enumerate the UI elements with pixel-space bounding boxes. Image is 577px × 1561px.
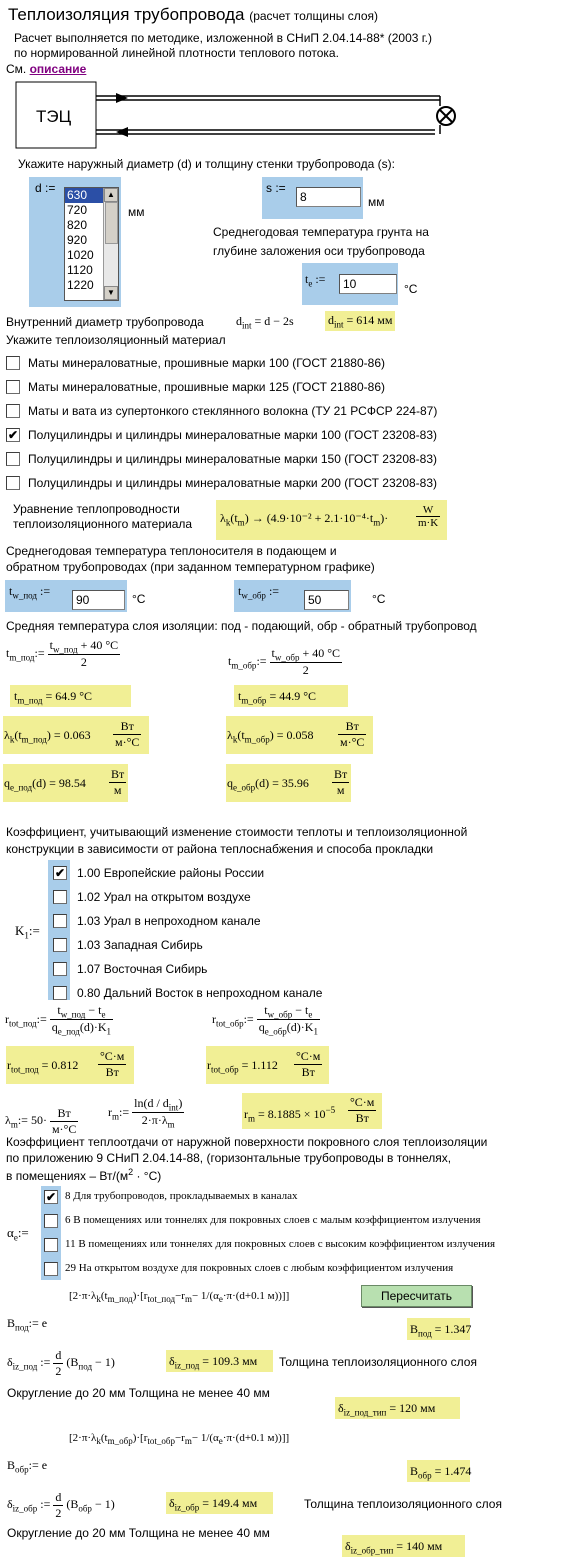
tm-pod-den: 2 — [48, 654, 121, 670]
diameter-option[interactable]: 630 — [65, 188, 118, 203]
diameter-option[interactable]: 720 — [67, 203, 88, 217]
scroll-up-icon[interactable]: ▲ — [104, 188, 118, 202]
k1-option-checkbox[interactable] — [53, 938, 67, 952]
internal-formula: $d_{int} = d - 2s$ — [236, 314, 294, 331]
coolant-line-2: обратном трубопроводах (при заданном температурном графике) — [6, 560, 375, 574]
conductivity-label-1: Уравнение теплопроводности — [13, 502, 180, 516]
rm-unit-den: Вт — [348, 1110, 376, 1126]
te-label: $t_e$ := — [305, 272, 326, 289]
pipeline-diagram — [0, 78, 577, 160]
lambda-pod-result: $\lambda_k(t_{m\_под}) = 0.063$ Вт м·°С — [3, 716, 149, 754]
q-obr-value: = 35.96 — [272, 776, 309, 790]
alpha-option-checkbox[interactable] — [44, 1238, 58, 1252]
rm-value: = 8.1885 × 10 — [258, 1107, 326, 1121]
material-option-checkbox[interactable] — [6, 404, 20, 418]
typ-pod-value: = 120 мм — [389, 1401, 436, 1415]
tw-obr-label: $t_{w\_обр}$ := — [238, 584, 280, 601]
tm-obr-value: = 44.9 °C — [269, 689, 317, 703]
k1-panel — [48, 860, 70, 1000]
b-obr-value: = 1.474 — [434, 1464, 472, 1478]
diameter-option[interactable]: 1120 — [67, 263, 93, 277]
scroll-down-icon[interactable]: ▼ — [104, 286, 118, 300]
listbox-scrollbar[interactable] — [103, 188, 118, 300]
diameter-option[interactable]: 920 — [67, 233, 88, 247]
d-label: d := — [35, 181, 56, 195]
tm-obr-den: 2 — [270, 662, 343, 678]
ground-line-1: Среднегодовая температура грунта на — [213, 225, 429, 239]
material-option-checkbox[interactable] — [6, 476, 20, 490]
lambda-pod-unit-den: м·°С — [115, 735, 140, 749]
tw-pod-input[interactable] — [72, 590, 125, 610]
diagram-box-label: ТЭЦ — [36, 107, 72, 126]
flow-arrow-return — [116, 127, 128, 137]
tm-pod-value: = 64.9 °C — [45, 689, 93, 703]
thickness-label-pod: Толщина теплоизоляционного слоя — [279, 1355, 477, 1369]
conductivity-unit-num: W — [422, 504, 434, 516]
d-unit: мм — [128, 205, 145, 219]
b-pod-result: $B_{под} = 1.347$ — [407, 1318, 470, 1340]
delta-obr-result: $\delta_{iz\_обр} = 149.4$ мм — [166, 1492, 273, 1514]
rm-exponent: −5 — [325, 1105, 336, 1115]
b-obr-result: $B_{обр} = 1.474$ — [407, 1460, 470, 1482]
lambda-m-unit-den: м·°С — [51, 1122, 77, 1136]
lambda-m-formula: $\lambda_m:= 50\cdot$ $\frac{Вт}{м\cdot^\circ С}$ — [5, 1106, 77, 1136]
typ-obr-result: $\delta_{iz\_обр\_тип} = 140$ мм — [342, 1535, 465, 1557]
see-line — [6, 62, 86, 76]
material-option-checkbox[interactable] — [6, 452, 20, 466]
rm-formula: $r_m:=$ $\frac{\ln(d / d_{int})}{2\cdot\pi\cdot\lambda_m}$ — [108, 1096, 183, 1130]
alpha-option-label: 6 В помещениях или тоннелях для покровных слоев с малым коэффициентом излучения — [65, 1214, 481, 1226]
alpha-line-3-text: в помещениях – Вт/(м — [6, 1169, 129, 1183]
q-obr-unit-den: м — [332, 782, 349, 798]
b-pod-formula: $B_{под}:= e$ [$2\cdot\pi\cdot\lambda_k(t_{m\_под})\cdot[r_{tot\_под}-r_m- 1/(\alpha_e\cdot\pi\cdot(d+0.1$ м))]] — [7, 1290, 290, 1333]
k1-line-1: Коэффициент, учитывающий изменение стоимости теплоты и теплоизоляционной — [6, 825, 468, 839]
k1-option-label: 1.07 Восточная Сибирь — [77, 962, 208, 976]
material-option-label: Маты и вата из супертонкого стеклянного волокна (ТУ 21 РСФСР 224-87) — [28, 404, 438, 418]
recalculate-button[interactable]: Пересчитать — [361, 1285, 472, 1307]
tw-pod-label: $t_{w\_под}$ := — [9, 584, 51, 601]
lambda-m-value: := 50· — [17, 1113, 47, 1128]
intro-line-2: по нормированной линейной плотности теплового потока. — [14, 46, 339, 60]
lambda-obr-unit-num: Вт — [345, 719, 359, 733]
q-pod-result: $q_{e\_под}(d) = 98.54$ Вт м — [3, 764, 128, 802]
rtot-pod-unit-num: °C·м — [100, 1049, 125, 1063]
rtot-pod-unit-den: Вт — [98, 1064, 126, 1080]
material-option-label: Полуцилиндры и цилиндры минераловатные марки 150 (ГОСТ 23208-83) — [28, 452, 438, 466]
q-obr-unit-num: Вт — [334, 767, 348, 781]
tm-pod-result: $t_{m\_под} = 64.9$ °C — [10, 685, 131, 707]
diameter-option[interactable]: 820 — [67, 218, 88, 232]
alpha-option-label: 29 На открытом воздухе для покровных слоев с любым коэффициентом излучения — [65, 1262, 454, 1274]
alpha-line-3-end: · °С) — [136, 1169, 162, 1183]
alpha-line-3: в помещениях – $Вт/(м^2 \cdot ^\circ С)$ — [6, 1167, 162, 1183]
material-prompt: Укажите теплоизоляционный материал — [6, 333, 226, 347]
material-option-checkbox[interactable] — [6, 356, 20, 370]
k1-option-checkbox[interactable] — [53, 914, 67, 928]
rtot-pod-result: $r_{tot\_под} = 0.812$ °C·м Вт — [6, 1046, 134, 1084]
internal-formula-text: = d − 2s — [254, 314, 294, 328]
diameter-prompt: Укажите наружный диаметр (d) и толщину стенки трубопровода (s): — [18, 157, 395, 171]
alpha-option-checkbox[interactable] — [44, 1262, 58, 1276]
diameter-option[interactable]: 1220 — [67, 278, 94, 292]
diameter-option[interactable]: 1020 — [67, 248, 94, 262]
b-pod-value: = 1.347 — [434, 1322, 472, 1336]
rm-unit-num: °C·м — [350, 1095, 375, 1109]
material-option-label: Полуцилиндры и цилиндры минераловатные марки 200 (ГОСТ 23208-83) — [28, 476, 438, 490]
alpha-option-label: 11 В помещениях или тоннелях для покровных слоев с высоким коэффициентом излучения — [65, 1238, 496, 1250]
k1-option-checkbox[interactable] — [53, 986, 67, 1000]
delta-obr-formula: $\delta_{iz\_обр}$ := $\frac{d}{2}$ $(B_{обр} - 1)$ — [7, 1490, 115, 1520]
round-note-pod: Округление до 20 мм Толщина не менее 40 мм — [7, 1386, 270, 1400]
tm-obr-result: $t_{m\_обр} = 44.9$ °C — [234, 685, 348, 707]
rm-result: $r_m = 8.1885 \times 10^{-5}$ °C·м Вт — [242, 1093, 382, 1129]
see-label: См. — [6, 62, 27, 76]
flow-arrow-supply — [116, 93, 128, 103]
lambda-obr-result: $\lambda_k(t_{m\_обр}) = 0.058$ Вт м·°С — [226, 716, 373, 754]
rtot-obr-result: $r_{tot\_обр} = 1.112$ °C·м Вт — [206, 1046, 329, 1084]
internal-result-value: = 614 мм — [346, 313, 393, 327]
tm-obr-formula: $t_{m\_обр}:=$ $\frac{t_{w\_обр} + 40 ^\circ C}{2}$ — [228, 646, 341, 678]
alpha-line-1: Коэффициент теплоотдачи от наружной поверхности покровного слоя теплоизоляции — [6, 1135, 488, 1149]
te-unit: °С — [404, 282, 418, 296]
material-option-label: Полуцилиндры и цилиндры минераловатные марки 100 (ГОСТ 23208-83) — [28, 428, 438, 442]
intro-line-1: Расчет выполняется по методике, изложенной в СНиП 2.04.14-88* (2003 г.) — [14, 31, 433, 45]
k1-option-label: 1.03 Западная Сибирь — [77, 938, 203, 952]
alpha-option-checkbox[interactable]: ✔ — [45, 1190, 57, 1204]
te-input[interactable] — [339, 274, 397, 294]
tw-obr-input[interactable] — [304, 590, 349, 610]
thickness-label-obr: Толщина теплоизоляционного слоя — [304, 1497, 502, 1511]
q-pod-value: = 98.54 — [49, 776, 86, 790]
q-pod-unit-den: м — [109, 782, 126, 798]
description-link[interactable]: описание — [29, 62, 87, 76]
internal-label: Внутренний диаметр трубопровода — [6, 315, 204, 329]
material-option-checkbox[interactable]: ✔ — [7, 428, 19, 442]
tw-obr-unit: °C — [372, 592, 386, 606]
alpha-option-checkbox[interactable] — [44, 1214, 58, 1228]
k1-line-2: конструкции в зависимости от района теплоснабжения и способа прокладки — [6, 842, 434, 856]
rtot-obr-unit-den: Вт — [294, 1064, 322, 1080]
round-note-obr: Округление до 20 мм Толщина не менее 40 мм — [7, 1526, 270, 1540]
delta-pod-formula: $\delta_{iz\_под}$ := $\frac{d}{2}$ $(B_{под} - 1)$ — [7, 1348, 115, 1378]
rtot-obr-unit-num: °C·м — [296, 1049, 321, 1063]
rtot-obr-value: = 1.112 — [241, 1058, 278, 1072]
rtot-obr-formula: $r_{tot\_обр}:=$ $\frac{t_{w\_обр} - t_e}{q_{e\_обр}(d)\cdot K_1}$ — [212, 1003, 318, 1037]
k1-label: $K_1:=$ — [15, 923, 40, 941]
coolant-line-1: Среднегодовая температура теплоносителя в подающем и — [6, 544, 337, 558]
diameter-listbox[interactable] — [64, 187, 119, 301]
conductivity-unit-den: m·K — [418, 517, 439, 529]
material-option-label: Маты минераловатные, прошивные марки 100 (ГОСТ 21880-86) — [28, 356, 385, 370]
internal-result: $d_{int} = 614$ мм — [325, 311, 395, 331]
material-option-label: Маты минераловатные, прошивные марки 125 (ГОСТ 21880-86) — [28, 380, 385, 394]
layer-temp-header: Средняя температура слоя изоляции: под - подающий, обр - обратный трубопровод — [6, 619, 477, 633]
conductivity-eq-text: → (4.9·10⁻² + 2.1·10⁻⁴·t — [251, 511, 374, 525]
title-note: (расчет толщины слоя) — [249, 9, 379, 23]
typ-obr-value: = 140 мм — [396, 1539, 443, 1553]
rtot-pod-formula: $r_{tot\_под}:=$ $\frac{t_{w\_под} - t_e}{q_{e\_под}(d)\cdot K_1}$ — [5, 1003, 112, 1037]
delta-pod-result: $\delta_{iz\_под} = 109.3$ мм — [166, 1350, 273, 1372]
typ-pod-result: $\delta_{iz\_под\_тип} = 120$ мм — [335, 1397, 460, 1419]
lambda-m-unit-num: Вт — [57, 1106, 71, 1120]
lambda-pod-value: = 0.063 — [53, 728, 91, 742]
lambda-obr-value: = 0.058 — [276, 728, 314, 742]
material-option-checkbox[interactable] — [6, 380, 20, 394]
k1-option-checkbox[interactable]: ✔ — [54, 866, 66, 880]
lambda-pod-unit-num: Вт — [120, 719, 134, 733]
k1-option-checkbox[interactable] — [53, 962, 67, 976]
alpha-label: $\alpha_e:=$ — [7, 1225, 29, 1243]
conductivity-label-2: теплоизоляционного материала — [13, 517, 193, 531]
k1-option-label: 1.02 Урал на открытом воздухе — [77, 890, 251, 904]
q-pod-unit-num: Вт — [111, 767, 125, 781]
s-input[interactable] — [296, 187, 361, 207]
page-title — [8, 5, 378, 25]
s-unit: мм — [368, 195, 385, 209]
s-label: s := — [266, 181, 286, 195]
k1-option-label: 1.00 Европейские районы России — [77, 866, 265, 880]
title-text: Теплоизоляция трубопровода — [8, 5, 245, 24]
delta-obr-value: = 149.4 мм — [202, 1496, 258, 1510]
scroll-thumb[interactable] — [105, 202, 118, 244]
ground-line-2: глубине заложения оси трубопровода — [213, 244, 425, 258]
b-obr-formula: $B_{обр}:= e$ [$2\cdot\pi\cdot\lambda_k(t_{m\_обр})\cdot[r_{tot\_обр}-r_m- 1/(\alpha_e\cdot\pi\cdot(d+0.1$ м))]] — [7, 1432, 290, 1475]
delta-pod-value: = 109.3 мм — [202, 1354, 258, 1368]
k1-option-label: 0.80 Дальний Восток в непроходном канале — [77, 986, 323, 1000]
q-obr-result: $q_{e\_обр}(d) = 35.96$ Вт м — [226, 764, 351, 802]
k1-option-checkbox[interactable] — [53, 890, 67, 904]
lambda-obr-unit-den: м·°С — [340, 735, 365, 749]
rtot-pod-value: = 0.812 — [41, 1058, 79, 1072]
conductivity-equation: $\lambda_k(t_m) \to (4.9\cdot 10^{-2} + 2.1\cdot 10^{-4}\cdot t_m)\cdot$ $\frac{W}{m\cdot K}$ — [216, 500, 447, 540]
tw-pod-unit: °C — [132, 592, 146, 606]
k1-option-label: 1.03 Урал в непроходном канале — [77, 914, 261, 928]
alpha-option-label: 8 Для трубопроводов, прокладываемых в каналах — [65, 1190, 298, 1202]
alpha-line-2: по приложению 9 СНиП 2.04.14-88, (горизонтальные трубопроводы в тоннелях, — [6, 1151, 452, 1165]
tm-pod-formula: $t_{m\_под}:=$ $\frac{t_{w\_под} + 40 ^\circ C}{2}$ — [6, 638, 119, 670]
